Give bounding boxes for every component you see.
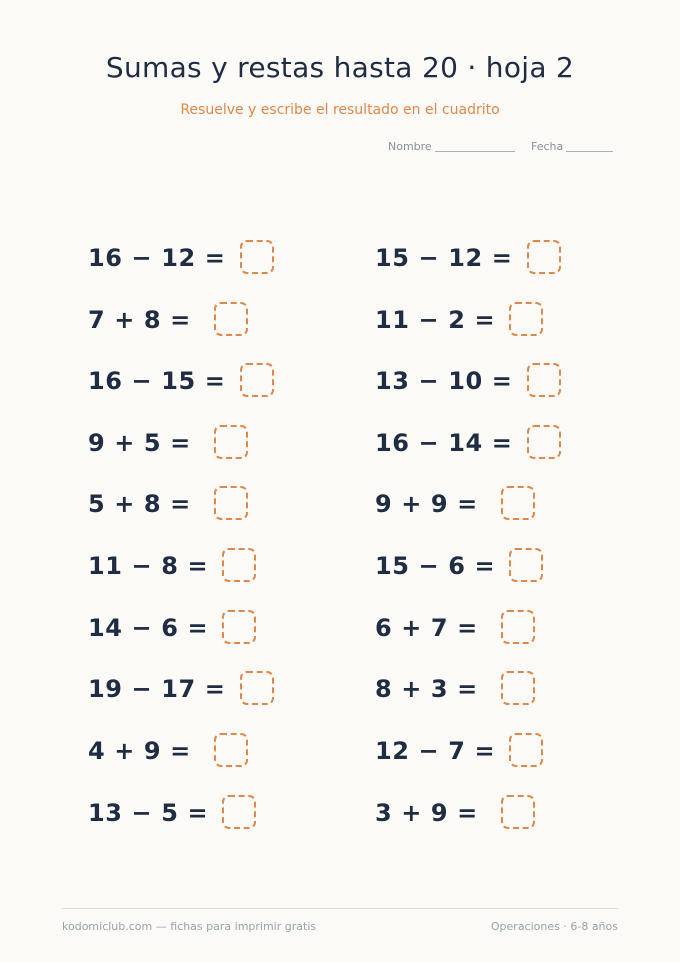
answer-box[interactable] [509,302,543,336]
answer-box[interactable] [222,795,256,829]
problem-right-5 [375,486,478,522]
answer-box[interactable] [527,363,561,397]
problem-left-6 [88,548,208,584]
date-field [531,140,613,153]
problem-expression: 16 − 15 = [88,367,226,395]
answer-box[interactable] [222,548,256,582]
name-label: Nombre [388,140,432,153]
footer-site: kodomiclub.com — fichas para imprimir gratis [62,920,317,933]
problem-left-4 [88,425,191,461]
problem-expression: 15 − 6 = [375,552,496,580]
answer-box[interactable] [240,363,274,397]
problem-expression: 14 − 6 = [88,614,209,642]
answer-box[interactable] [214,733,248,767]
problem-expression: 19 − 17 = [88,675,226,703]
answer-box[interactable] [222,610,256,644]
problem-expression: 9 + 9 = [375,490,478,518]
name-field [388,140,515,153]
problem-left-7 [88,610,208,646]
problem-right-4 [375,425,512,461]
problem-expression: 6 + 7 = [375,614,478,642]
answer-box[interactable] [527,240,561,274]
answer-box[interactable] [240,240,274,274]
footer-category: Operaciones · 6-8 años [490,920,618,933]
answer-box[interactable] [214,486,248,520]
answer-box[interactable] [501,671,535,705]
problem-expression: 11 − 8 = [88,552,209,580]
problem-expression: 11 − 2 = [375,306,496,334]
problem-right-8 [375,671,478,707]
problem-expression: 9 + 5 = [88,429,191,457]
footer-divider [62,908,618,909]
answer-box[interactable] [527,425,561,459]
problem-left-9 [88,733,191,769]
answer-box[interactable] [501,610,535,644]
problem-right-7 [375,610,478,646]
answer-box[interactable] [509,733,543,767]
problem-left-8 [88,671,225,707]
problem-right-3 [375,363,512,399]
problem-left-1 [88,240,225,276]
answer-box[interactable] [240,671,274,705]
problem-right-1 [375,240,512,276]
answer-box[interactable] [501,795,535,829]
worksheet-title: Sumas y restas hasta 20 · hoja 2 [105,51,575,84]
problem-expression: 16 − 14 = [375,429,513,457]
problem-right-10 [375,795,478,831]
answer-box[interactable] [214,302,248,336]
date-label: Fecha [531,140,564,153]
problem-expression: 13 − 5 = [88,799,209,827]
problem-left-2 [88,302,191,338]
problem-expression: 3 + 9 = [375,799,478,827]
problem-expression: 8 + 3 = [375,675,478,703]
worksheet-subtitle: Resuelve y escribe el resultado en el cuadrito [180,102,500,118]
problem-right-6 [375,548,495,584]
name-line [435,151,515,152]
date-line [566,151,613,152]
answer-box[interactable] [501,486,535,520]
answer-box[interactable] [214,425,248,459]
problem-left-5 [88,486,191,522]
problem-right-9 [375,733,495,769]
problem-expression: 15 − 12 = [375,244,513,272]
problem-expression: 13 − 10 = [375,367,513,395]
problem-right-2 [375,302,495,338]
problem-left-10 [88,795,208,831]
problem-expression: 7 + 8 = [88,306,191,334]
problem-expression: 16 − 12 = [88,244,226,272]
answer-box[interactable] [509,548,543,582]
problem-expression: 12 − 7 = [375,737,496,765]
problem-expression: 4 + 9 = [88,737,191,765]
problem-left-3 [88,363,225,399]
problem-expression: 5 + 8 = [88,490,191,518]
